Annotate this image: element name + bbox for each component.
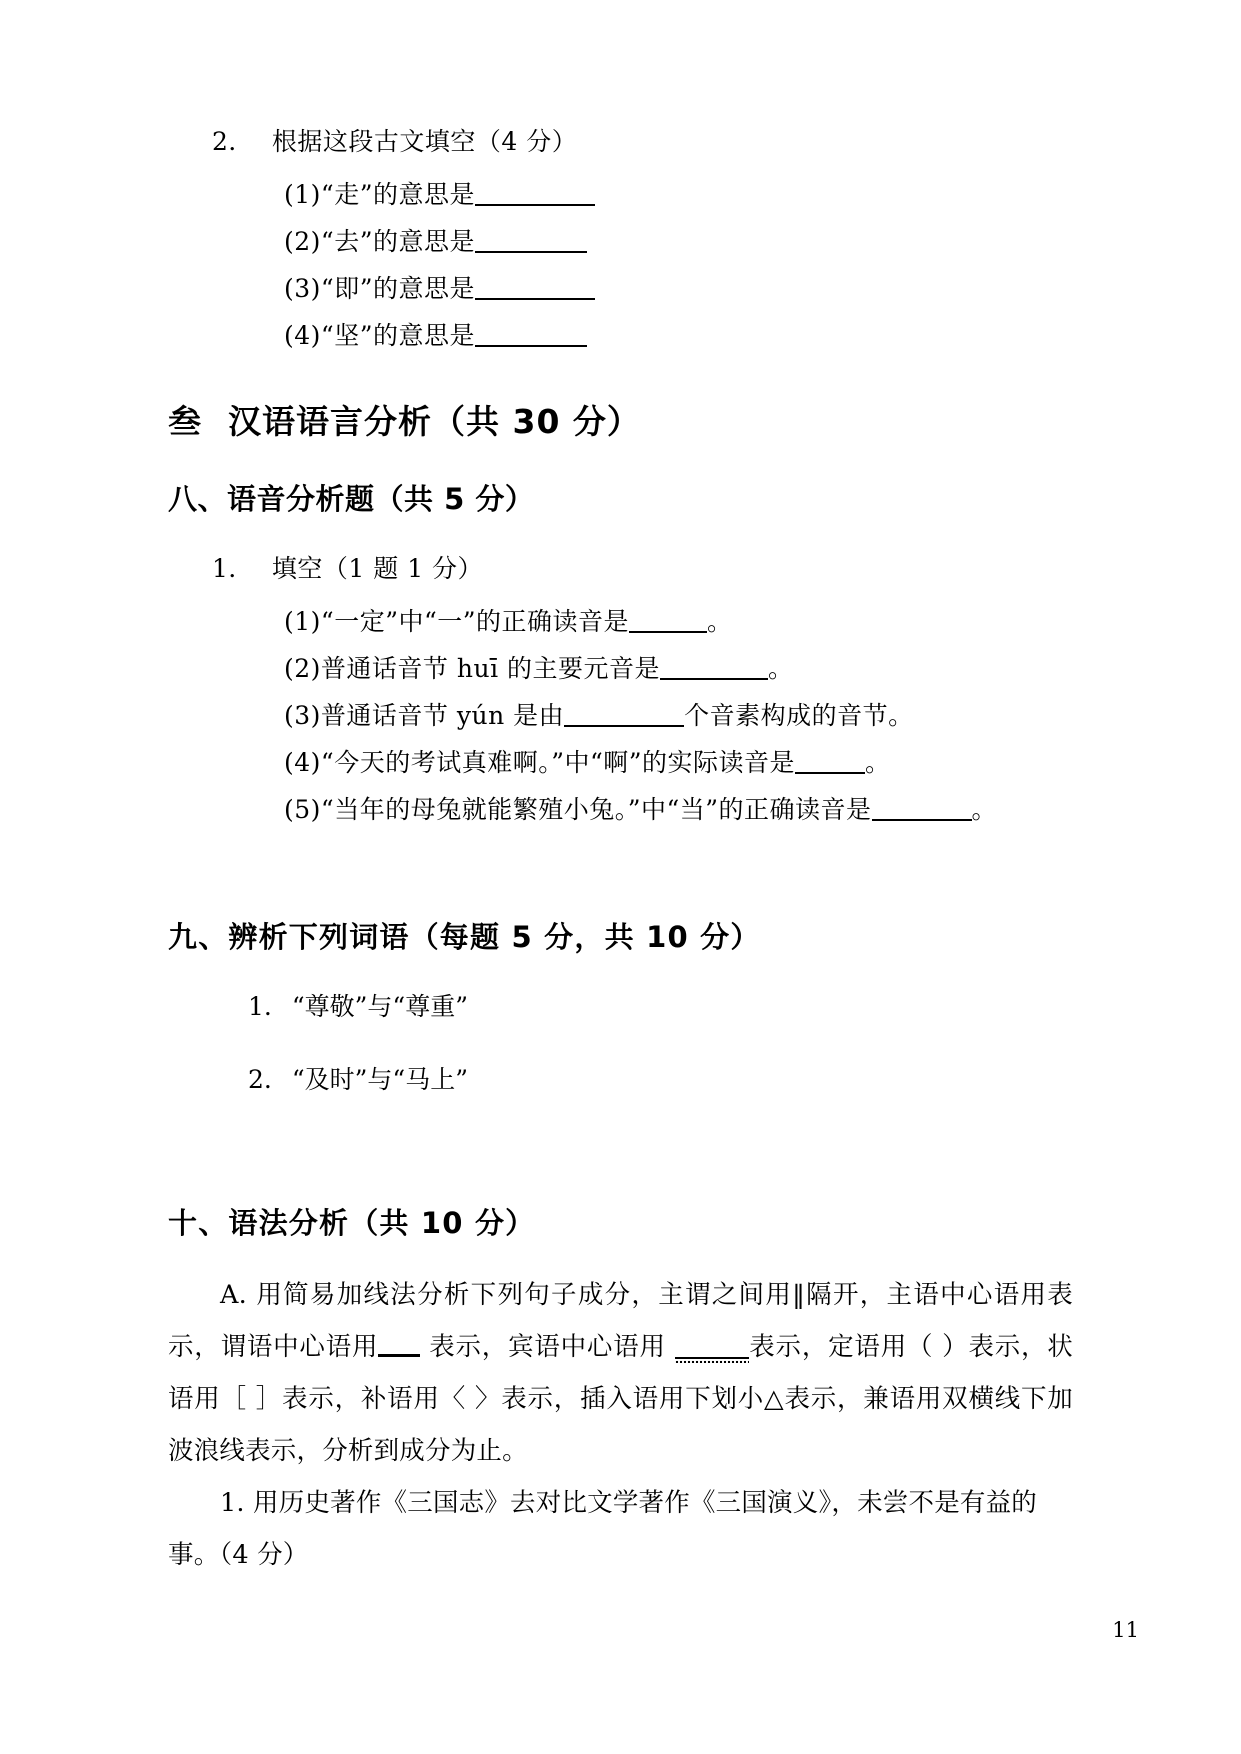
answer-blank-line[interactable] — [795, 752, 865, 774]
q1-label: (1) — [284, 607, 321, 636]
blank-2-text: “去”的意思是 — [320, 227, 475, 256]
question-2-blank-3 — [168, 265, 1073, 312]
blank-3-text: “即”的意思是 — [320, 274, 475, 303]
section-10-q1-text: 用历史著作《三国志》去对比文学著作《三国演义》，未尝不是有益的事。（4 分） — [168, 1488, 1037, 1570]
part-3-title: 汉语语言分析（共 30 分） — [228, 402, 641, 441]
instruction-text-1: 用简易加线法分析下列句子成分，主谓之间用‖隔开，主语中心语用表示，谓语中心语用 — [168, 1280, 1074, 1362]
section-8-item-1-stem: 填空（1 题 1 分） — [271, 554, 484, 583]
q2-label: (2) — [284, 654, 321, 683]
answer-blank-line[interactable] — [872, 799, 972, 821]
blank-1-text: “走”的意思是 — [320, 180, 475, 209]
q2-before: 普通话音节 huī 的主要元音是 — [320, 654, 661, 683]
q3-after: 个音素构成的音节。 — [684, 701, 914, 730]
section-10-question-1 — [168, 1477, 1073, 1581]
answer-blank-line[interactable] — [475, 231, 587, 253]
question-2 — [168, 118, 1073, 165]
instruction-text-3: 表示，定语用（ ）表示，状语用［ ］表示，补语用〈 〉表示，插入语用下划小△表示，兼语用双横线下加波浪线表示，分析到成分为止。 — [168, 1332, 1074, 1466]
instruction-label: A. — [220, 1280, 247, 1310]
section-9-item-2-text: “及时”与“马上” — [291, 1065, 468, 1094]
blank-1-label: (1) — [284, 180, 321, 209]
section-9-item-2-index: 2. — [248, 1065, 272, 1094]
question-2-stem: 根据这段古文填空（4 分） — [271, 127, 578, 156]
q5-after: 。 — [971, 795, 998, 824]
section-8-item-1-index: 1． — [212, 554, 254, 583]
blank-3-label: (3) — [284, 274, 321, 303]
predicate-mark-underline — [378, 1338, 420, 1357]
q1-after: 。 — [707, 607, 733, 636]
section-10-instruction — [168, 1269, 1073, 1477]
page-number: 11 — [1112, 1618, 1139, 1642]
section-9-item-1-index: 1. — [248, 992, 272, 1021]
section-9-item-1-text: “尊敬”与“尊重” — [291, 992, 468, 1021]
answer-blank-line[interactable] — [564, 705, 684, 727]
object-mark-wavy-underline — [675, 1339, 749, 1359]
question-2-index: 2． — [212, 127, 254, 156]
section-8-question-1 — [168, 598, 1073, 645]
question-2-blank-4 — [168, 312, 1073, 359]
answer-blank-line[interactable] — [475, 184, 595, 206]
q1-before: “一定”中“一”的正确读音是 — [320, 607, 630, 636]
q5-before: “当年的母兔就能繁殖小兔。”中“当”的正确读音是 — [320, 795, 872, 824]
section-8-item-1 — [168, 545, 1073, 592]
section-9-item-2 — [168, 1056, 1073, 1103]
blank-4-text: “坚”的意思是 — [320, 321, 475, 350]
section-10-heading: 十、语法分析（共 10 分） — [168, 1206, 536, 1240]
section-8-question-4 — [168, 739, 1073, 786]
q4-after: 。 — [865, 748, 891, 777]
blank-4-label: (4) — [284, 321, 321, 350]
q3-before: 普通话音节 yún 是由 — [320, 701, 565, 730]
section-8-heading: 八、语音分析题（共 5 分） — [168, 482, 535, 516]
section-10-q1-index: 1. — [220, 1488, 245, 1518]
q5-label: (5) — [284, 795, 321, 824]
answer-blank-line[interactable] — [629, 611, 707, 633]
section-8-question-5 — [168, 786, 1073, 833]
q4-before: “今天的考试真难啊。”中“啊”的实际读音是 — [320, 748, 796, 777]
blank-2-label: (2) — [284, 227, 321, 256]
part-3-heading — [168, 401, 1073, 443]
answer-blank-line[interactable] — [660, 658, 768, 680]
answer-blank-line[interactable] — [475, 278, 595, 300]
question-2-blank-2 — [168, 218, 1073, 265]
answer-blank-line[interactable] — [475, 325, 587, 347]
instruction-text-2: 表示，宾语中心语用 — [429, 1332, 666, 1362]
q2-after: 。 — [768, 654, 794, 683]
section-8-question-3 — [168, 692, 1073, 739]
section-9-heading: 九、辨析下列词语（每题 5 分，共 10 分） — [168, 920, 761, 954]
part-3-number: 叁 — [168, 402, 202, 441]
section-8-question-2 — [168, 645, 1073, 692]
page-content — [168, 118, 1073, 1581]
q3-label: (3) — [284, 701, 321, 730]
q4-label: (4) — [284, 748, 321, 777]
section-9-item-1 — [168, 983, 1073, 1030]
question-2-blank-1 — [168, 171, 1073, 218]
